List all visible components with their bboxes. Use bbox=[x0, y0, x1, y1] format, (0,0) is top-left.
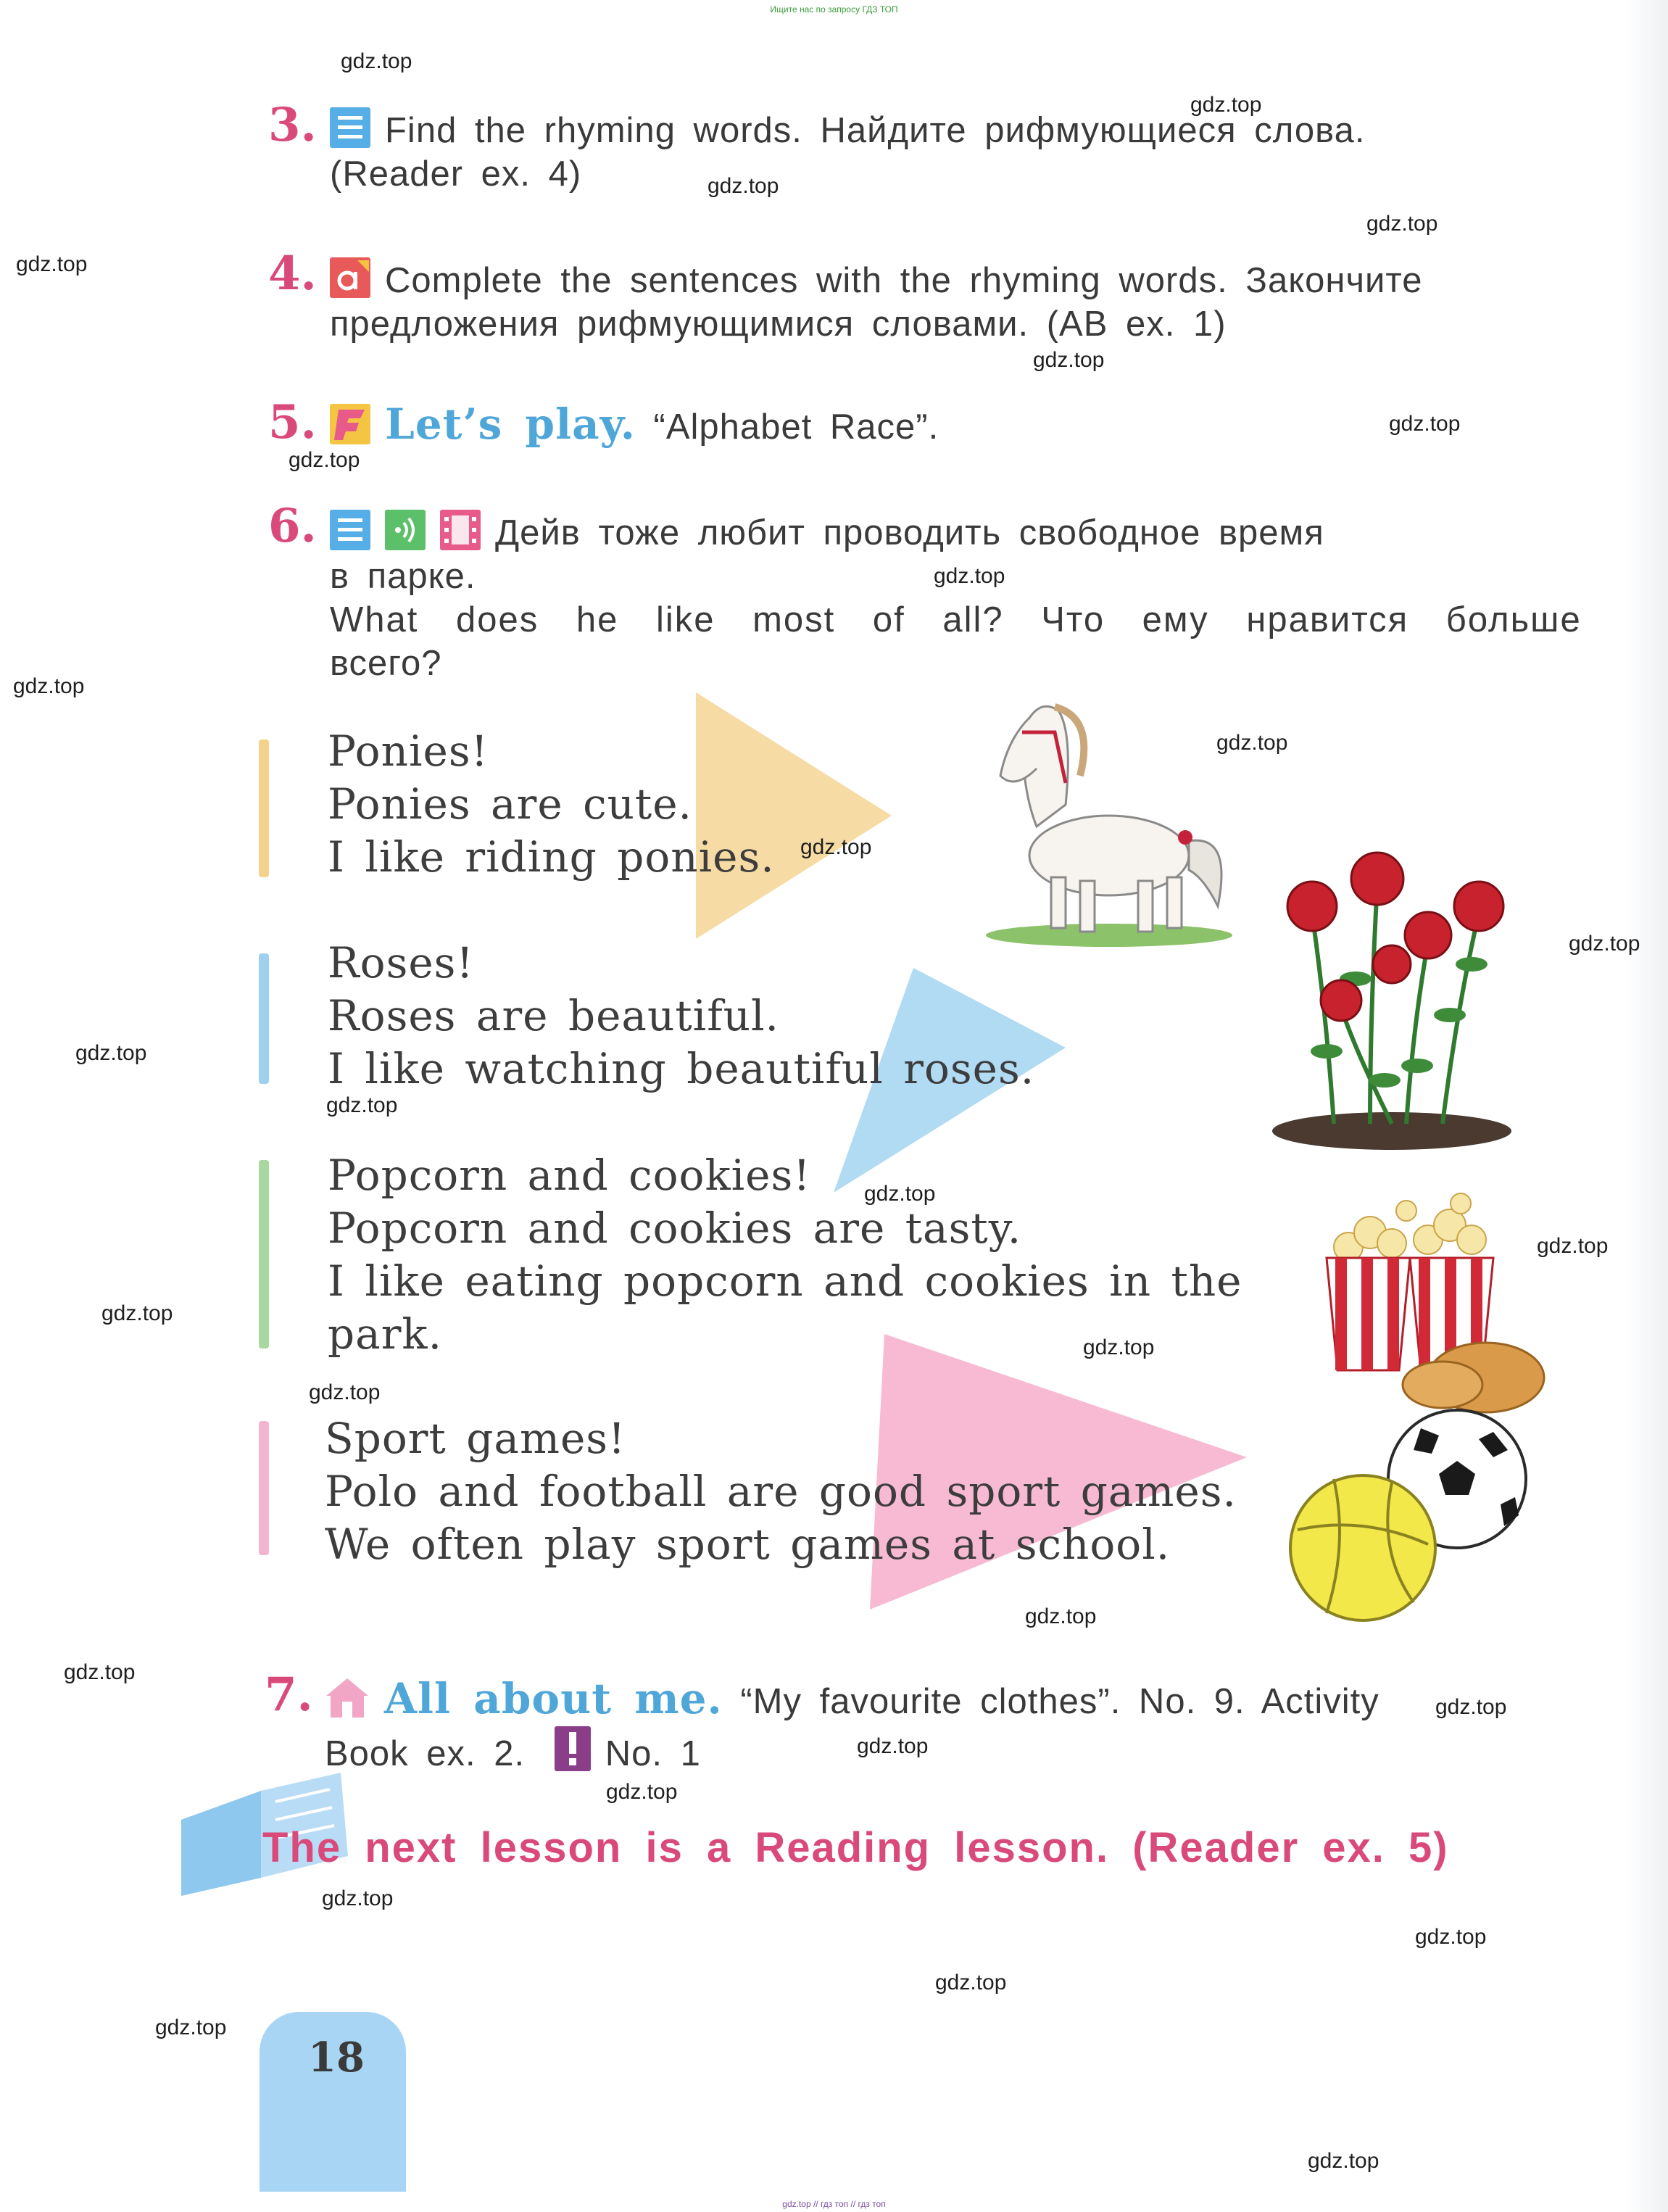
watermark: gdz.top bbox=[101, 1301, 173, 1325]
poem-line: Polo and football are good sport games. bbox=[325, 1467, 1237, 1516]
poem-line: Roses! bbox=[328, 938, 474, 987]
watermark: gdz.top bbox=[857, 1734, 929, 1758]
poem-line: We often play sport games at school. bbox=[325, 1520, 1171, 1569]
exercise-5-text bbox=[330, 399, 939, 449]
poem-line: Sport games! bbox=[325, 1414, 626, 1463]
poem-line: Roses are beautiful. bbox=[328, 991, 779, 1040]
watermark: gdz.top bbox=[13, 674, 85, 698]
exercise-4-text bbox=[330, 257, 1606, 346]
poem-line: I like riding ponies. bbox=[328, 832, 775, 882]
watermark: gdz.top bbox=[864, 1182, 936, 1206]
activity-book-icon bbox=[330, 257, 370, 298]
poem-popcorn bbox=[328, 1149, 1242, 1361]
watermark: gdz.top bbox=[934, 564, 1005, 588]
poem-1-bar bbox=[259, 740, 269, 877]
poem-4-bar bbox=[259, 1421, 269, 1555]
bottom-note: gdz.top // гдз топ // гдз топ bbox=[782, 2199, 886, 2209]
poem-line: park. bbox=[328, 1309, 443, 1359]
poem-line: Ponies! bbox=[328, 726, 489, 776]
watermark: gdz.top bbox=[1366, 212, 1438, 236]
poem-sport bbox=[325, 1412, 1237, 1571]
top-note: Ищите нас по запросу ГДЗ ТОП bbox=[770, 4, 898, 15]
game-icon bbox=[330, 404, 370, 444]
exclamation-icon bbox=[555, 1726, 591, 1771]
home-icon bbox=[325, 1677, 370, 1718]
reader-book-icon bbox=[330, 107, 370, 148]
page-edge-shade bbox=[1625, 0, 1668, 2212]
poem-3-bar bbox=[259, 1160, 269, 1349]
watermark: gdz.top bbox=[1033, 348, 1105, 372]
exercise-4-line1: Complete the sentences with the rhyming words. Закончите bbox=[385, 261, 1423, 300]
watermark: gdz.top bbox=[1025, 1604, 1097, 1628]
pony-illustration bbox=[979, 689, 1240, 950]
exercise-7-text bbox=[325, 1674, 1601, 1776]
watermark: gdz.top bbox=[309, 1380, 381, 1404]
poem-line: Ponies are cute. bbox=[328, 779, 692, 829]
watermark: gdz.top bbox=[322, 1886, 394, 1910]
watermark: gdz.top bbox=[708, 174, 779, 198]
exercise-3-line1: Find the rhyming words. Найдите рифмующиеся слова. bbox=[385, 111, 1366, 150]
watermark: gdz.top bbox=[1537, 1234, 1609, 1258]
watermark: gdz.top bbox=[1569, 932, 1640, 956]
watermark: gdz.top bbox=[1389, 412, 1461, 436]
watermark: gdz.top bbox=[289, 448, 360, 472]
exercise-3-line2: (Reader ex. 4) bbox=[330, 154, 582, 194]
exercise-7-heading: All about me. bbox=[384, 1674, 723, 1723]
watermark: gdz.top bbox=[935, 1971, 1007, 1994]
poem-roses bbox=[328, 937, 1034, 1095]
exercise-7-line2b: No. 1 bbox=[605, 1734, 701, 1773]
watermark: gdz.top bbox=[64, 1660, 136, 1684]
exercise-6-line1: Дейв тоже любит проводить свободное время bbox=[495, 513, 1324, 552]
exercise-3-number: 3. bbox=[268, 98, 317, 152]
poem-line: I like watching beautiful roses. bbox=[328, 1044, 1035, 1093]
poem-2-bar bbox=[259, 953, 269, 1084]
watermark: gdz.top bbox=[606, 1780, 678, 1804]
next-lesson-note: The next lesson is a Reading lesson. (Reader ex. 5) bbox=[262, 1824, 1449, 1871]
popcorn-cookies-illustration bbox=[1319, 1189, 1551, 1421]
audio-icon bbox=[385, 510, 426, 550]
watermark: gdz.top bbox=[1435, 1695, 1507, 1719]
watermark: gdz.top bbox=[155, 2016, 227, 2039]
exercise-5-number: 5. bbox=[268, 395, 317, 450]
film-icon bbox=[440, 510, 481, 550]
exercise-4-line2: предложения рифмующимися словами. (AB ex. 1) bbox=[330, 305, 1227, 344]
page-number: 18 bbox=[308, 2034, 365, 2081]
reader-book-icon bbox=[330, 510, 370, 550]
poem-line: Popcorn and cookies are tasty. bbox=[328, 1204, 1022, 1253]
watermark: gdz.top bbox=[1415, 1925, 1487, 1949]
exercise-6-number: 6. bbox=[268, 499, 317, 553]
exercise-3-text bbox=[330, 107, 1577, 196]
exercise-4-number: 4. bbox=[268, 247, 317, 301]
exercise-5-line: “Alphabet Race”. bbox=[653, 407, 939, 447]
balls-illustration bbox=[1283, 1407, 1537, 1624]
poem-line: Popcorn and cookies! bbox=[328, 1151, 811, 1200]
exercise-7-line2a: Book ex. 2. bbox=[325, 1734, 526, 1773]
watermark: gdz.top bbox=[1190, 93, 1262, 117]
watermark: gdz.top bbox=[326, 1093, 398, 1117]
watermark: gdz.top bbox=[1083, 1335, 1155, 1359]
watermark: gdz.top bbox=[16, 252, 88, 276]
poem-line: I like eating popcorn and cookies in the bbox=[328, 1256, 1242, 1306]
watermark: gdz.top bbox=[1216, 731, 1288, 755]
exercise-6-line2: в парке. bbox=[330, 557, 476, 596]
watermark: gdz.top bbox=[75, 1041, 147, 1065]
exercise-6-line4: всего? bbox=[330, 644, 442, 683]
exercise-7-number: 7. bbox=[265, 1668, 313, 1722]
roses-illustration bbox=[1261, 834, 1522, 1153]
poem-ponies bbox=[328, 725, 775, 884]
exercise-6-line3: What does he like most of all? Что ему нравится больше bbox=[330, 600, 1582, 639]
exercise-5-heading: Let’s play. bbox=[385, 399, 636, 449]
exercise-6-text bbox=[330, 510, 1606, 685]
watermark: gdz.top bbox=[800, 835, 872, 859]
watermark: gdz.top bbox=[341, 49, 412, 73]
exercise-7-line1: “My favourite clothes”. No. 9. Activity bbox=[740, 1682, 1379, 1721]
watermark: gdz.top bbox=[1308, 2149, 1379, 2173]
